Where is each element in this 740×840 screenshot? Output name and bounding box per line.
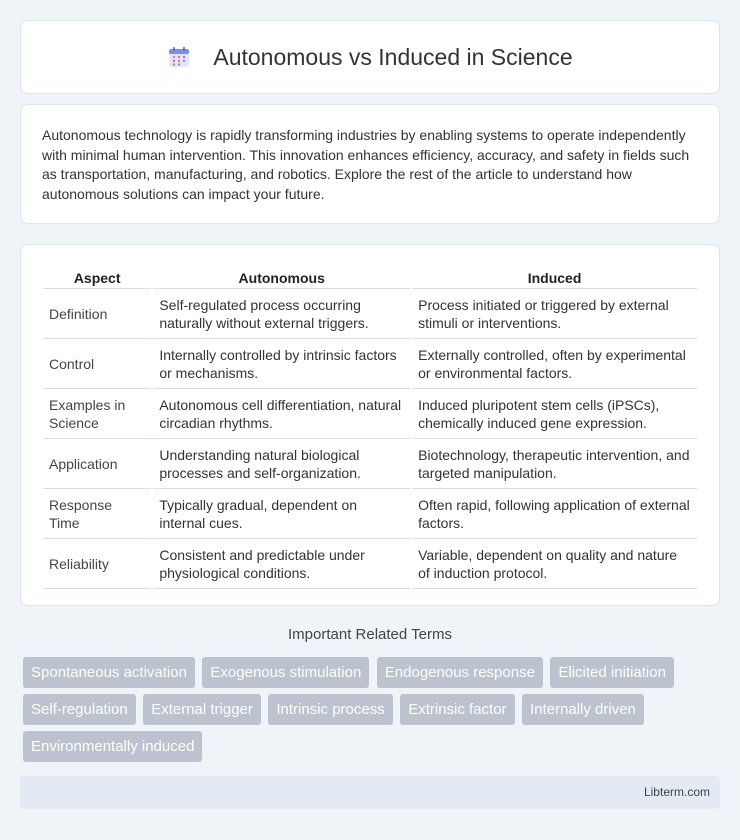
table-row	[43, 541, 697, 589]
tag-internally-driven[interactable]: Internally driven	[522, 694, 644, 725]
tag-endogenous-response[interactable]: Endogenous response	[377, 657, 543, 688]
table-header-row	[43, 267, 697, 289]
row-aspect: Examples in Science	[43, 391, 151, 439]
footer	[20, 776, 720, 809]
page-title: Autonomous vs Induced in Science	[213, 43, 573, 70]
intro-card	[20, 104, 720, 224]
table-row	[43, 491, 697, 539]
row-induced: Induced pluripotent stem cells (iPSCs), chemically induced gene expression.	[412, 391, 697, 439]
tag-environmentally-induced[interactable]: Environmentally induced	[23, 731, 202, 762]
row-autonomous: Typically gradual, dependent on internal cues.	[153, 491, 410, 539]
row-aspect: Control	[43, 341, 151, 389]
comparison-table	[41, 265, 699, 591]
tag-intrinsic-process[interactable]: Intrinsic process	[268, 694, 392, 725]
table-row	[43, 341, 697, 389]
tag-elicited-initiation[interactable]: Elicited initiation	[550, 657, 674, 688]
row-autonomous: Autonomous cell differentiation, natural circadian rhythms.	[153, 391, 410, 439]
title-card	[20, 20, 720, 94]
row-aspect: Definition	[43, 291, 151, 339]
row-induced: Process initiated or triggered by external stimuli or interventions.	[412, 291, 697, 339]
row-induced: Variable, dependent on quality and nature of induction protocol.	[412, 541, 697, 589]
row-autonomous: Self-regulated process occurring naturally without external triggers.	[153, 291, 410, 339]
header-autonomous: Autonomous	[153, 267, 410, 289]
footer-site-link[interactable]: Libterm.com	[643, 785, 710, 799]
header-aspect: Aspect	[43, 267, 151, 289]
table-row	[43, 441, 697, 489]
calendar-icon	[167, 45, 191, 69]
intro-paragraph: Autonomous technology is rapidly transforming industries by enabling systems to operate independently with minimal human intervention. This innovation enhances efficiency, accuracy, and safety in fields such as transportation, manufacturing, and robotics. Explore the rest of the article to understand how autonomous solutions can impact your future.	[42, 127, 690, 202]
comparison-table-card	[20, 244, 720, 606]
row-aspect: Reliability	[43, 541, 151, 589]
tag-external-trigger[interactable]: External trigger	[143, 694, 261, 725]
row-autonomous: Understanding natural biological processes and self-organization.	[153, 441, 410, 489]
row-induced: Externally controlled, often by experimental or environmental factors.	[412, 341, 697, 389]
row-induced: Often rapid, following application of external factors.	[412, 491, 697, 539]
tag-exogenous-stimulation[interactable]: Exogenous stimulation	[202, 657, 369, 688]
row-aspect: Response Time	[43, 491, 151, 539]
row-induced: Biotechnology, therapeutic intervention, and targeted manipulation.	[412, 441, 697, 489]
tag-extrinsic-factor[interactable]: Extrinsic factor	[400, 694, 514, 725]
table-row	[43, 391, 697, 439]
table-row	[43, 291, 697, 339]
row-aspect: Application	[43, 441, 151, 489]
row-autonomous: Consistent and predictable under physiological conditions.	[153, 541, 410, 589]
tag-self-regulation[interactable]: Self-regulation	[23, 694, 136, 725]
header-induced: Induced	[412, 267, 697, 289]
related-terms-title: Important Related Terms	[288, 626, 452, 643]
related-terms-tags	[23, 657, 723, 768]
row-autonomous: Internally controlled by intrinsic factors or mechanisms.	[153, 341, 410, 389]
tag-spontaneous-activation[interactable]: Spontaneous activation	[23, 657, 195, 688]
